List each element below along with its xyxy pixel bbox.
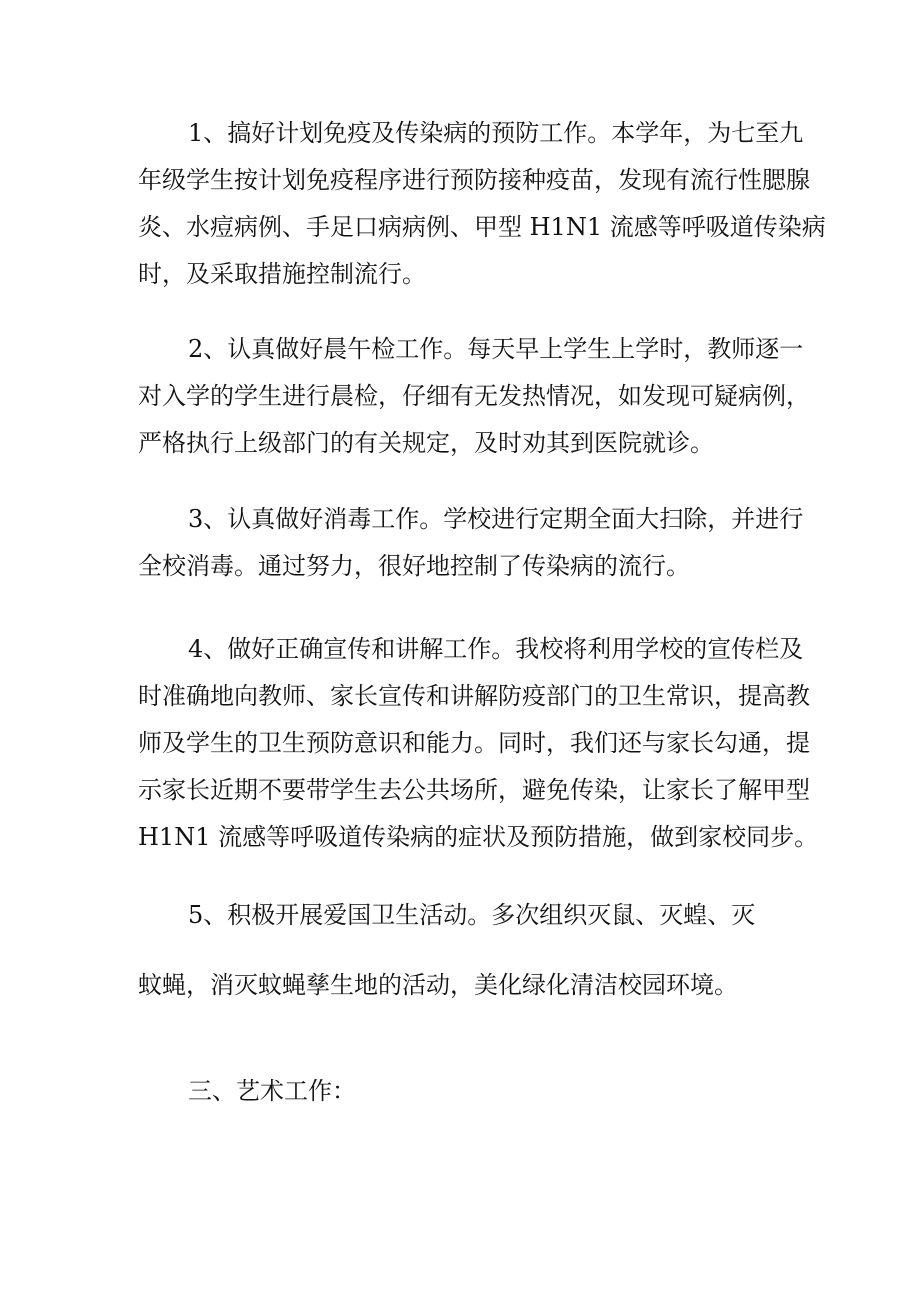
text-line: 3、认真做好消毒工作。学校进行定期全面大扫除，并进行 <box>188 505 804 533</box>
text-line: 年级学生按计划免疫程序进行预防接种疫苗，发现有流行性腮腺 <box>138 166 810 194</box>
text-line: 时准确地向教师、家长宣传和讲解防疫部门的卫生常识，提高教 <box>138 682 810 710</box>
text-line: 时，及采取措施控制流行。 <box>138 260 426 288</box>
section-heading-art-work <box>138 1068 798 1115</box>
paragraph-sanitation-first-line <box>138 892 798 939</box>
text-line: 师及学生的卫生预防意识和能力。同时，我们还与家长勾通，提 <box>138 729 810 757</box>
text-line: 严格执行上级部门的有关规定，及时劝其到医院就诊。 <box>138 429 714 457</box>
paragraph-morning-check <box>138 326 810 467</box>
text-line: 对入学的学生进行晨检，仔细有无发热情况，如发现可疑病例， <box>138 382 810 410</box>
paragraph-immunization <box>138 110 826 298</box>
paragraph-sanitation-second-line <box>138 962 798 1009</box>
text-line: 全校消毒。通过努力，很好地控制了传染病的流行。 <box>138 552 690 580</box>
text-line: 4、做好正确宣传和讲解工作。我校将利用学校的宣传栏及 <box>188 635 804 663</box>
text-line: 2、认真做好晨午检工作。每天早上学生上学时，教师逐一 <box>188 335 804 363</box>
text-line: 5、积极开展爱国卫生活动。多次组织灭鼠、灭蝗、灭 <box>188 901 756 929</box>
text-line: H1N1 流感等呼吸道传染病的症状及预防措施，做到家校同步。 <box>138 823 819 851</box>
paragraph-publicity <box>138 626 819 861</box>
section-heading: 三、艺术工作： <box>188 1077 356 1105</box>
text-line: 1、搞好计划免疫及传染病的预防工作。本学年，为七至九 <box>188 119 804 147</box>
paragraph-disinfection <box>138 496 804 590</box>
text-line: 蚊蝇，消灭蚊蝇孳生地的活动，美化绿化清洁校园环境。 <box>138 971 738 999</box>
text-line: 炎、水痘病例、手足口病病例、甲型 H1N1 流感等呼吸道传染病 <box>138 213 826 241</box>
text-line: 示家长近期不要带学生去公共场所，避免传染，让家长了解甲型 <box>138 776 810 804</box>
